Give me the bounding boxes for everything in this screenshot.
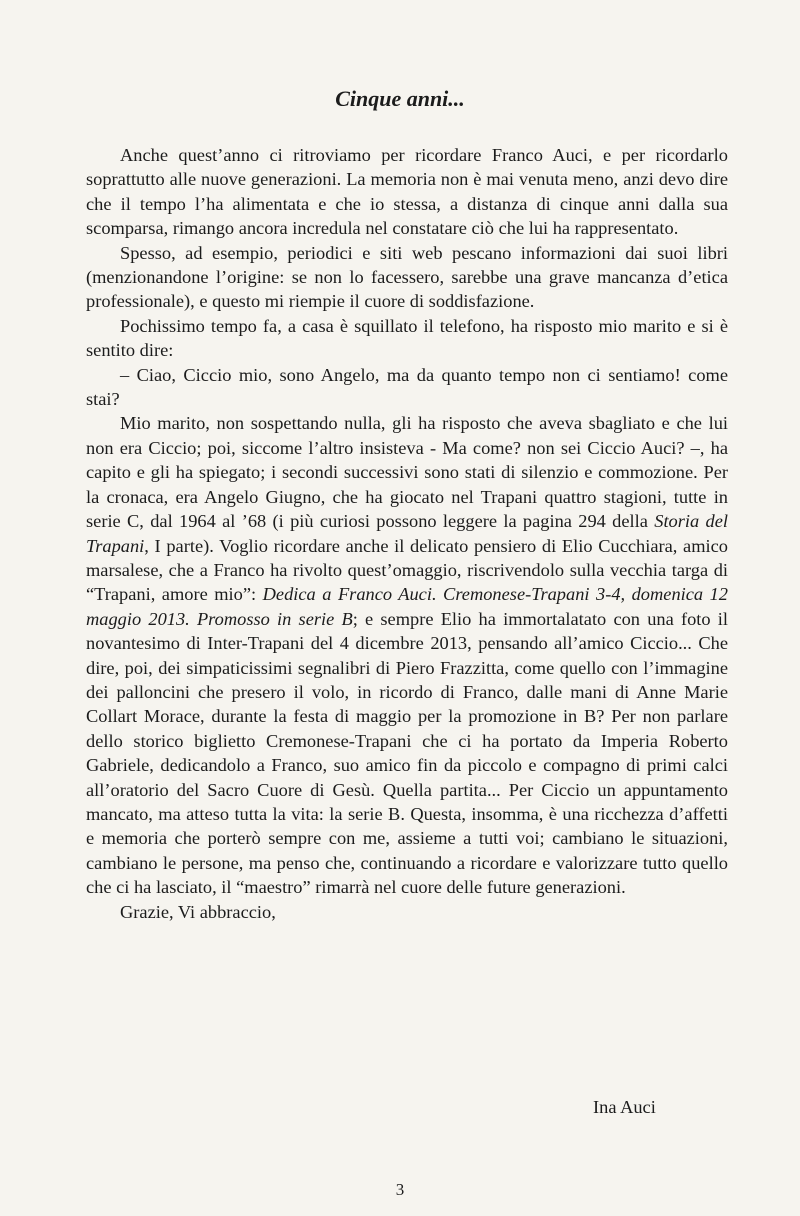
page-number: 3 bbox=[395, 1180, 405, 1199]
paragraph-1: Anche quest’anno ci ritroviamo per ricordare Franco Auci, e per ricordarlo soprattutto alle nuove generazioni. La memoria non è mai venuta meno, anzi devo dire che il tempo l’ha alimentata e che io stessa, a distanza di cinque anni dalla sua scomparsa, rimango ancora incredula nel constatare ciò che lui ha rappresentato. bbox=[86, 145, 728, 239]
paragraph-5-part-3: ; e sempre Elio ha immortalatato con una foto il novantesimo di Inter-Trapani del 4 dicembre 2013, pensando all’amico Ciccio... Che dire, poi, dei simpaticissimi segnalibri di Piero Frazzitta, come quello con l’immagine dei palloncini che presero il volo, in ricordo di Franco, dalle mani di Anne Marie Collart Morace, durante la festa di maggio per la promozione in B? Per non parlare dello storico biglietto Cremonese-Trapani che ci ha portato da Imperia Roberto Gabriele, dedicandolo a Franco, suo amico fin da piccolo e compagno di primi calci all’oratorio del Sacro Cuore di Gesù. Quella partita... Per Ciccio un appuntamento mancato, ma atteso tutta la vita: la serie B. Questa, insomma, è una ricchezza d’affetti e memoria che porterò sempre con me, assieme a tutti voi; cambiano le situazioni, cambiano le persone, ma penso che, continuando a ricordare e valorizzare tutto quello che ci ha lasciato, il “maestro” rimarrà nel cuore delle future generazioni. bbox=[86, 608, 728, 898]
paragraph-2: Spesso, ad esempio, periodici e siti web pescano informazioni dai suoi libri (menzionandone l’origine: se non lo facessero, sarebbe una grave mancanza d’etica professionale), e questo mi riempie il cuore di soddisfazione. bbox=[86, 242, 728, 312]
closing-greeting: Grazie, Vi abbraccio, bbox=[120, 901, 276, 922]
paragraph-3: Pochissimo tempo fa, a casa è squillato il telefono, ha risposto mio marito e si è sentito dire: bbox=[86, 315, 728, 361]
dedication-text: Dedica a Franco Auci. Cremonese-Trapani 3-4, domenica 12 maggio 2013. Promosso in serie B bbox=[86, 584, 728, 629]
signature: Ina Auci bbox=[593, 1097, 656, 1117]
paragraph-5-part-1: Mio marito, non sospettando nulla, gli ha risposto che aveva sbagliato e che lui non era Ciccio; poi, siccome l’altro insisteva - Ma come? non sei Ciccio Auci? –, ha capito e gli ha spiegato; i secondi successivi sono stati di silenzio e commozione. Per la cronaca, era Angelo Giugno, che ha giocato nel Trapani quattro stagioni, tutte in serie C, dal 1964 al ’68 (i più curiosi possono leggere la pagina 294 della bbox=[86, 413, 728, 532]
article-title: Cinque anni... bbox=[335, 86, 465, 111]
paragraph-4-dialogue: – Ciao, Ciccio mio, sono Angelo, ma da quanto tempo non ci sentiamo! come stai? bbox=[86, 364, 728, 410]
paragraph-5 bbox=[86, 411, 728, 899]
book-title: Storia del Trapani bbox=[86, 511, 729, 556]
article-body bbox=[86, 143, 728, 924]
paragraph-5-part-2: , I parte). Voglio ricordare anche il delicato pensiero di Elio Cucchiara, amico marsalese, che a Franco ha rivolto quest’omaggio, riscrivendolo sulla vecchia targa di “Trapani, amore mio”: bbox=[86, 535, 728, 605]
